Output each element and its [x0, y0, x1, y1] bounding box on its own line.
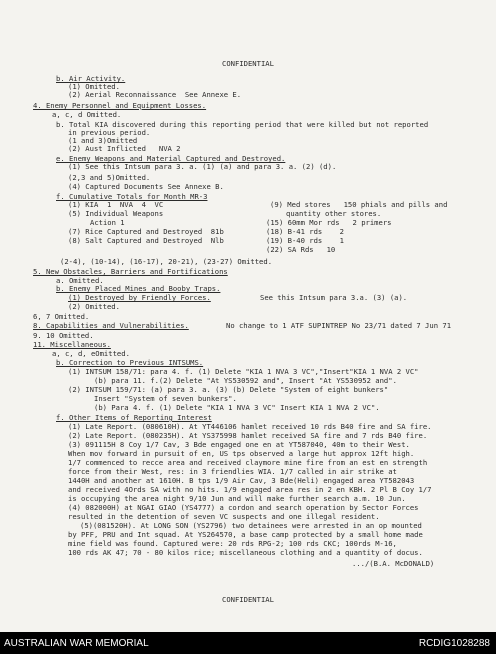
document-line: (1) See this Intsum para 3. a. (1) (a) and para 3. a. (2) (d).	[68, 162, 337, 171]
document-line: b. Total KIA discovered during this reporting period that were killed but not reported	[56, 120, 429, 129]
document-line: (19) B-40 rds 1	[266, 236, 344, 245]
document-line: f. Other Items of Reporting Interest	[56, 413, 212, 422]
document-line: by PFF, PRU and Int squad. At YS264570, a base camp protected by a small home made	[68, 530, 423, 539]
document-line: (2,3 and 5)Omitted.	[68, 173, 151, 182]
document-line: (2-4), (10-14), (16-17), 20-21), (23-27) Omitted.	[60, 257, 273, 266]
document-line: Action 1	[90, 218, 125, 227]
document-line: (2) Late Report. (080235H). At YS375998 hamlet received SA fire and 7 rds B40 fire.	[68, 431, 428, 440]
document-line: (1) Destroyed by Friendly Forces.	[68, 293, 211, 302]
document-line: is occupying the area night 9/10 Jun and will make further search a.m. 10 Jun.	[68, 494, 406, 503]
document-line: force from their West, res: in 3 friendlies WIA. 1/7 called in air strike at	[68, 467, 397, 476]
document-line: a, c, d Omitted.	[52, 110, 122, 119]
document-line: quantity other stores.	[286, 209, 382, 218]
document-line: .../(B.A. McDONALD)	[352, 559, 435, 568]
document-line: (4) 082000H) at NGAI GIAO (YS4777) a cordon and search operation by Sector Forces	[68, 503, 419, 512]
document-line: 11. Miscellaneous.	[33, 340, 111, 349]
document-line: (8) Salt Captured and Destroyed Nlb	[68, 236, 224, 245]
document-line: 5. New Obstacles, Barriers and Fortifications	[33, 267, 228, 276]
document-line: a. Omitted.	[56, 276, 104, 285]
document-line: No change to 1 ATF SUPINTREP No 23/71 dated 7 Jun 71	[226, 321, 452, 330]
document-line: e. Enemy Weapons and Material Captured and Destroyed.	[56, 154, 286, 163]
document-line: (5) Individual Weapons	[68, 209, 164, 218]
document-line: (2) INTSUM 159/71: (a) para 3. a. (3) (b) Delete "System of eight bunkers"	[68, 385, 389, 394]
document-line: (1 and 3)Omitted	[68, 136, 138, 145]
archive-footer-bar	[0, 632, 496, 654]
document-line: b. Correction to Previous INTSUMS.	[56, 358, 204, 367]
document-line: resulted in the detention of seven VC suspects and one illegal resident.	[68, 512, 380, 521]
document-line: 6, 7 Omitted.	[33, 312, 90, 321]
document-line: b. Enemy Placed Mines and Booby Traps.	[56, 284, 221, 293]
document-line: (9) Med stores 150 phials and pills and	[270, 200, 448, 209]
document-line: (1) INTSUM 158/71: para 4. f. (1) Delete "KIA 1 NVA 3 VC","Insert"KIA 1 NVA 2 VC"	[68, 367, 419, 376]
document-line: (1) Late Report. (080610H). At YT446106 hamlet received 10 rds B40 fire and SA fire.	[68, 422, 432, 431]
classification-header: CONFIDENTIAL	[222, 59, 274, 68]
document-line: f. Cumulative Totals for Month MR-3	[56, 192, 208, 201]
document-line: Insert "System of seven bunkers".	[94, 394, 237, 403]
document-line: When mov forward in pursuit of en, US tps observed a large hut approx 12ft high.	[68, 449, 415, 458]
document-line: (4) Captured Documents See Annexe B.	[68, 182, 224, 191]
archive-name: AUSTRALIAN WAR MEMORIAL	[4, 638, 149, 649]
document-line: (1) KIA 1 NVA 4 VC	[68, 200, 164, 209]
classification-footer: CONFIDENTIAL	[222, 595, 274, 604]
document-line: (2) Omitted.	[68, 302, 120, 311]
document-line: (2) Aerial Reconnaissance See Annexe E.	[68, 90, 242, 99]
document-line: (1) Omitted.	[68, 82, 120, 91]
document-line: (7) Rice Captured and Destroyed 81b	[68, 227, 224, 236]
document-line: 8. Capabilities and Vulnerabilities.	[33, 321, 189, 330]
document-line: (15) 60mm Mor rds 2 primers	[266, 218, 392, 227]
document-line: 1/7 commenced to recce area and received claymore mine fire from an est en strength	[68, 458, 428, 467]
document-line: (3) 091115H 8 Coy 1/7 Cav, 3 Bde engaged one en at YT587040, 40m to their West.	[68, 440, 410, 449]
document-line: (2) Aust Inflicted NVA 2	[68, 144, 181, 153]
document-line: (5)(081520H). At LONG SON (YS2796) two detainees were arrested in an op mounted	[80, 521, 422, 530]
document-line: in previous period.	[68, 128, 151, 137]
document-line: (18) B-41 rds 2	[266, 227, 344, 236]
document-line: 9. 10 Omitted.	[33, 331, 94, 340]
document-line: 100 rds AK 47; 70 - 80 kilos rice; miscellaneous clothing and a quantity of docus.	[68, 548, 423, 557]
document-line: b. Air Activity.	[56, 74, 126, 83]
document-line: (22) SA Rds 10	[266, 245, 336, 254]
document-line: (b) para 11. f.(2) Delete "At YS530592 and", Insert "At YS530952 and".	[94, 376, 397, 385]
document-line: 4. Enemy Personnel and Equipment Losses.	[33, 101, 207, 110]
document-line: and received 4Ords SA with no hits. 1/9 engaged area res in 2 en KBH. 2 Pl B Coy 1/7	[68, 485, 432, 494]
archive-reference: RCDIG1028288	[418, 638, 490, 649]
document-line: 1440H and another at 1610H. B tps 1/9 Air Cav, 3 Bde(Heli) engaged area YT582043	[68, 476, 415, 485]
document-line: (b) Para 4. f. (1) Delete "KIA 1 NVA 3 VC" Insert KIA 1 NVA 2 VC".	[94, 403, 380, 412]
document-line: mine field was found. Captured were: 20 rds RPG-2; 100 rds CKC; 100rds M-16,	[68, 539, 397, 548]
document-line: a, c, d, eOmitted.	[52, 349, 130, 358]
document-line: See this Intsum para 3.a. (3) (a).	[260, 293, 408, 302]
